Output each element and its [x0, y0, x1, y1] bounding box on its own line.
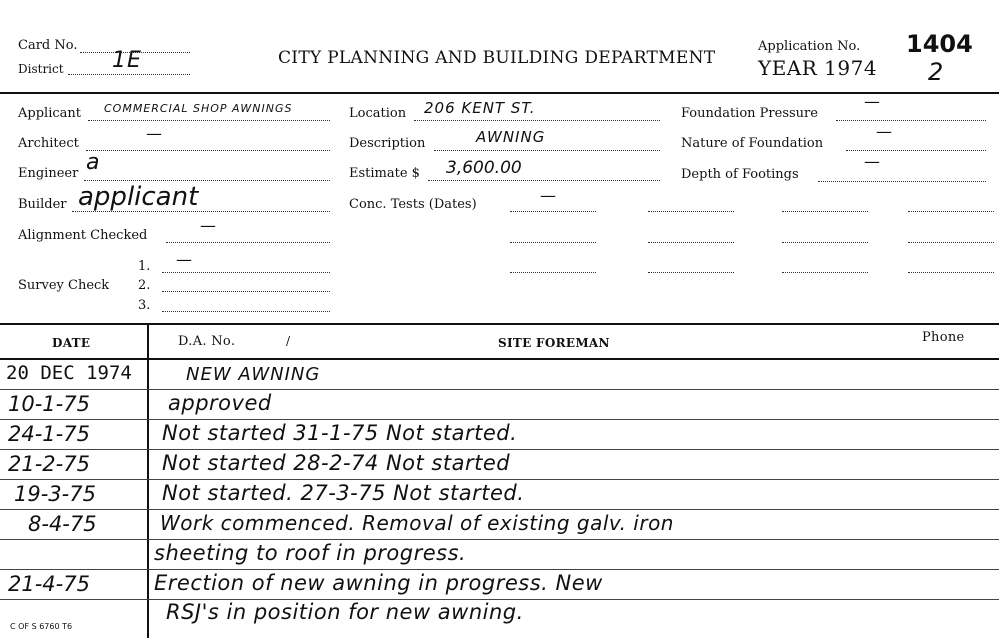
- conc-tests-label: Conc. Tests (Dates): [349, 197, 477, 212]
- table-row: [0, 510, 999, 540]
- conc-line-12: [908, 272, 994, 273]
- conc-line-10: [648, 272, 734, 273]
- conc-line-8: [908, 242, 994, 243]
- row-date: 20 DEC 1974: [6, 362, 132, 384]
- year-label: YEAR 1974: [758, 56, 878, 80]
- builder-label: Builder: [18, 197, 67, 212]
- row-date: 21-2-75: [8, 452, 90, 476]
- depth-footings-line: [818, 181, 986, 182]
- survey-3-label: 3.: [138, 298, 151, 313]
- alignment-line: [166, 242, 330, 243]
- application-number: 1404: [906, 30, 973, 58]
- district-line: [68, 74, 190, 75]
- row-entry: sheeting to roof in progress.: [154, 541, 467, 565]
- col-da-mark: /: [286, 334, 291, 348]
- description-label: Description: [349, 136, 426, 151]
- row-entry: NEW AWNING: [186, 364, 321, 385]
- department-title: CITY PLANNING AND BUILDING DEPARTMENT: [278, 48, 716, 68]
- conc-line-7: [782, 242, 868, 243]
- table-row: [0, 600, 999, 630]
- conc-line-5: [510, 242, 596, 243]
- survey-1-label: 1.: [138, 259, 151, 274]
- location-line: [414, 120, 660, 121]
- log-top-border: [0, 323, 999, 325]
- table-row: [0, 570, 999, 600]
- table-row: [0, 390, 999, 420]
- col-da-header: D.A. No.: [178, 334, 236, 349]
- architect-line: [86, 150, 330, 151]
- conc-line-9: [510, 272, 596, 273]
- survey-2-line: [162, 291, 330, 292]
- table-row: [0, 420, 999, 450]
- form-code: C OF S 6760 T6: [10, 622, 73, 631]
- alignment-label: Alignment Checked: [18, 228, 148, 243]
- col-phone-header: Phone: [922, 330, 965, 345]
- depth-footings-label: Depth of Footings: [681, 167, 799, 182]
- table-row: [0, 360, 999, 390]
- row-date: 19-3-75: [14, 482, 96, 506]
- engineer-line: [84, 180, 330, 181]
- application-no-label: Application No.: [758, 39, 861, 54]
- row-date: 8-4-75: [28, 512, 97, 536]
- depth-footings-value: —: [864, 152, 880, 171]
- conc-line-4: [908, 211, 994, 212]
- district-label: District: [18, 62, 64, 76]
- row-entry: RSJ's in position for new awning.: [166, 600, 524, 624]
- engineer-label: Engineer: [18, 166, 79, 181]
- applicant-value: COMMERCIAL SHOP AWNINGS: [104, 102, 293, 115]
- applicant-label: Applicant: [18, 106, 81, 121]
- card-no-label: Card No.: [18, 38, 78, 53]
- survey-1-line: [162, 272, 330, 273]
- nature-foundation-label: Nature of Foundation: [681, 136, 824, 151]
- header-divider: [0, 92, 999, 94]
- nature-foundation-line: [846, 150, 986, 151]
- row-entry: Not started 28-2-74 Not started: [162, 451, 511, 475]
- survey-2-label: 2.: [138, 278, 151, 293]
- row-entry: Not started 31-1-75 Not started.: [162, 421, 518, 445]
- conc-line-11: [782, 272, 868, 273]
- row-entry: approved: [168, 391, 272, 415]
- description-line: [434, 150, 660, 151]
- table-row: [0, 480, 999, 510]
- applicant-line: [88, 120, 330, 121]
- foundation-pressure-line: [836, 120, 986, 121]
- col-date-header: DATE: [52, 336, 91, 350]
- row-date: 10-1-75: [8, 392, 90, 416]
- conc-line-2: [648, 211, 734, 212]
- application-suffix: 2: [928, 58, 944, 86]
- row-entry: Erection of new awning in progress. New: [154, 571, 603, 595]
- table-row: [0, 450, 999, 480]
- conc-tests-value: —: [540, 186, 556, 205]
- nature-foundation-value: —: [876, 122, 892, 141]
- table-row: [0, 540, 999, 570]
- description-value: AWNING: [476, 128, 546, 146]
- architect-value: —: [146, 124, 162, 143]
- estimate-line: [428, 180, 660, 181]
- estimate-value: 3,600.00: [446, 158, 522, 178]
- survey-3-line: [162, 311, 330, 312]
- architect-label: Architect: [18, 136, 79, 151]
- foundation-pressure-label: Foundation Pressure: [681, 106, 818, 121]
- engineer-value: a: [86, 150, 100, 175]
- row-entry: Work commenced. Removal of existing galv. iron: [160, 511, 674, 535]
- location-value: 206 KENT ST.: [424, 99, 536, 117]
- survey-1-value: —: [176, 250, 192, 269]
- row-date: 24-1-75: [8, 422, 90, 446]
- estimate-label: Estimate $: [349, 166, 420, 181]
- conc-line-1: [510, 211, 596, 212]
- col-foreman-header: SITE FOREMAN: [498, 336, 610, 350]
- builder-value: applicant: [78, 182, 199, 212]
- row-entry: Not started. 27-3-75 Not started.: [162, 481, 525, 505]
- survey-check-label: Survey Check: [18, 278, 110, 293]
- location-label: Location: [349, 106, 407, 121]
- conc-line-6: [648, 242, 734, 243]
- conc-line-3: [782, 211, 868, 212]
- foundation-pressure-value: —: [864, 92, 880, 111]
- alignment-value: —: [200, 216, 216, 235]
- district-value: 1E: [112, 48, 142, 73]
- row-date: 21-4-75: [8, 572, 90, 596]
